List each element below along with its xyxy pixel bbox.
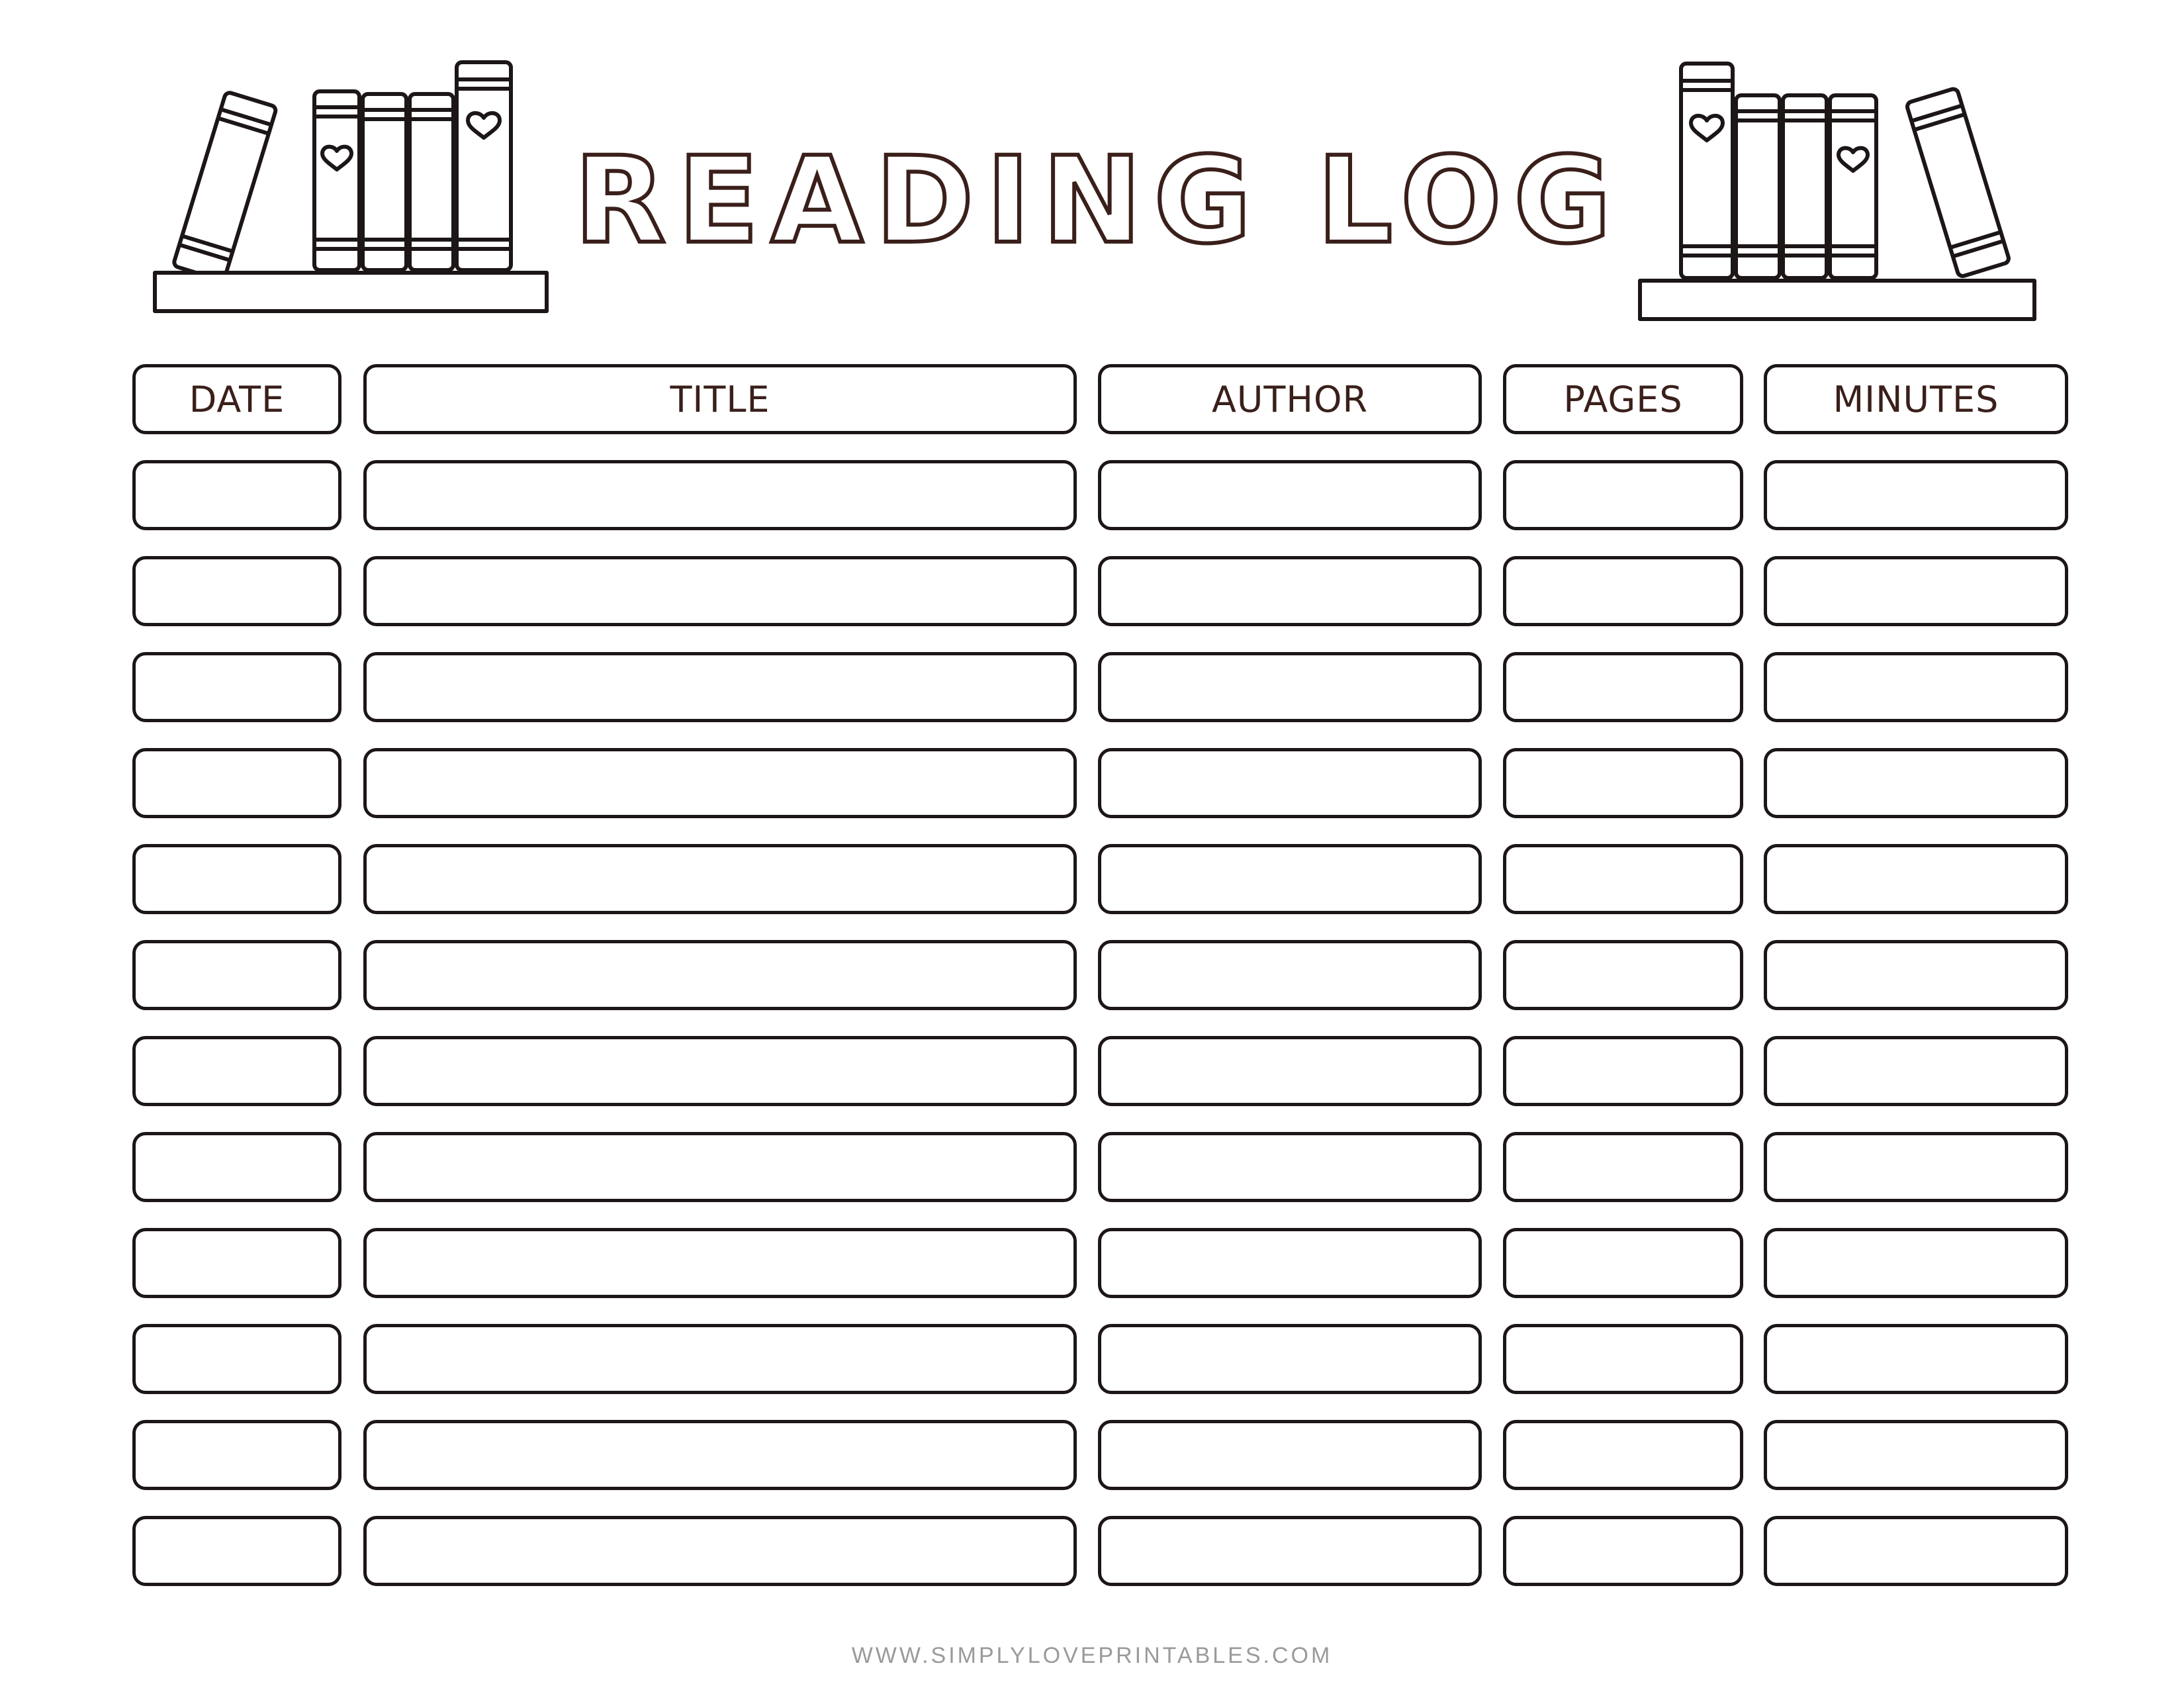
date-cell[interactable]: [132, 844, 341, 914]
minutes-cell[interactable]: [1764, 748, 2068, 818]
title-cell[interactable]: [363, 460, 1077, 530]
title-cell[interactable]: [363, 1036, 1077, 1106]
date-cell[interactable]: [132, 1324, 341, 1394]
minutes-cell[interactable]: [1764, 1516, 2068, 1586]
pages-cell[interactable]: [1503, 1420, 1743, 1490]
pages-cell[interactable]: [1503, 1036, 1743, 1106]
date-cell[interactable]: [132, 1228, 341, 1298]
title-cell[interactable]: [363, 1516, 1077, 1586]
table-body: [132, 460, 2065, 1591]
author-cell[interactable]: [1098, 1420, 1482, 1490]
table-row: [132, 556, 2065, 631]
footer-url: WWW.SIMPLYLOVEPRINTABLES.COM: [851, 1643, 1333, 1668]
title-cell[interactable]: [363, 1420, 1077, 1490]
pages-cell[interactable]: [1503, 1132, 1743, 1202]
header-pages: PAGES: [1503, 364, 1743, 434]
bookshelf-right-icon: [1628, 53, 2038, 331]
author-cell[interactable]: [1098, 1036, 1482, 1106]
pages-cell[interactable]: [1503, 1228, 1743, 1298]
pages-cell[interactable]: [1503, 1516, 1743, 1586]
minutes-cell[interactable]: [1764, 652, 2068, 722]
title-cell[interactable]: [363, 748, 1077, 818]
title-cell[interactable]: [363, 1132, 1077, 1202]
pages-cell[interactable]: [1503, 748, 1743, 818]
title-cell[interactable]: [363, 844, 1077, 914]
reading-log-table: [132, 364, 2065, 1612]
table-row: [132, 1324, 2065, 1399]
minutes-cell[interactable]: [1764, 556, 2068, 626]
minutes-cell[interactable]: [1764, 844, 2068, 914]
title-cell[interactable]: [363, 940, 1077, 1010]
minutes-cell[interactable]: [1764, 1228, 2068, 1298]
bookshelf-left-icon: [146, 53, 556, 331]
table-row: [132, 1228, 2065, 1303]
date-cell[interactable]: [132, 460, 341, 530]
table-header-row: [132, 364, 2065, 439]
date-cell[interactable]: [132, 748, 341, 818]
date-cell[interactable]: [132, 652, 341, 722]
author-cell[interactable]: [1098, 460, 1482, 530]
header-minutes: MINUTES: [1764, 364, 2068, 434]
pages-cell[interactable]: [1503, 1324, 1743, 1394]
title-cell[interactable]: [363, 556, 1077, 626]
author-cell[interactable]: [1098, 1228, 1482, 1298]
author-cell[interactable]: [1098, 1132, 1482, 1202]
minutes-cell[interactable]: [1764, 1036, 2068, 1106]
date-cell[interactable]: [132, 940, 341, 1010]
pages-cell[interactable]: [1503, 844, 1743, 914]
pages-cell[interactable]: [1503, 940, 1743, 1010]
minutes-cell[interactable]: [1764, 1132, 2068, 1202]
date-cell[interactable]: [132, 1132, 341, 1202]
table-row: [132, 844, 2065, 919]
page-title: READING LOG: [574, 132, 1623, 270]
table-row: [132, 1516, 2065, 1591]
table-row: [132, 1132, 2065, 1207]
date-cell[interactable]: [132, 1036, 341, 1106]
author-cell[interactable]: [1098, 1516, 1482, 1586]
author-cell[interactable]: [1098, 652, 1482, 722]
pages-cell[interactable]: [1503, 556, 1743, 626]
title-cell[interactable]: [363, 1324, 1077, 1394]
minutes-cell[interactable]: [1764, 1324, 2068, 1394]
author-cell[interactable]: [1098, 748, 1482, 818]
table-row: [132, 1420, 2065, 1495]
title-cell[interactable]: [363, 652, 1077, 722]
table-row: [132, 1036, 2065, 1111]
date-cell[interactable]: [132, 1516, 341, 1586]
header-date: DATE: [132, 364, 341, 434]
author-cell[interactable]: [1098, 556, 1482, 626]
minutes-cell[interactable]: [1764, 1420, 2068, 1490]
date-cell[interactable]: [132, 556, 341, 626]
author-cell[interactable]: [1098, 844, 1482, 914]
table-row: [132, 940, 2065, 1015]
minutes-cell[interactable]: [1764, 460, 2068, 530]
author-cell[interactable]: [1098, 1324, 1482, 1394]
title-cell[interactable]: [363, 1228, 1077, 1298]
header-author: AUTHOR: [1098, 364, 1482, 434]
table-row: [132, 652, 2065, 727]
pages-cell[interactable]: [1503, 460, 1743, 530]
table-row: [132, 460, 2065, 535]
pages-cell[interactable]: [1503, 652, 1743, 722]
minutes-cell[interactable]: [1764, 940, 2068, 1010]
table-row: [132, 748, 2065, 823]
header-title: TITLE: [363, 364, 1077, 434]
author-cell[interactable]: [1098, 940, 1482, 1010]
date-cell[interactable]: [132, 1420, 341, 1490]
